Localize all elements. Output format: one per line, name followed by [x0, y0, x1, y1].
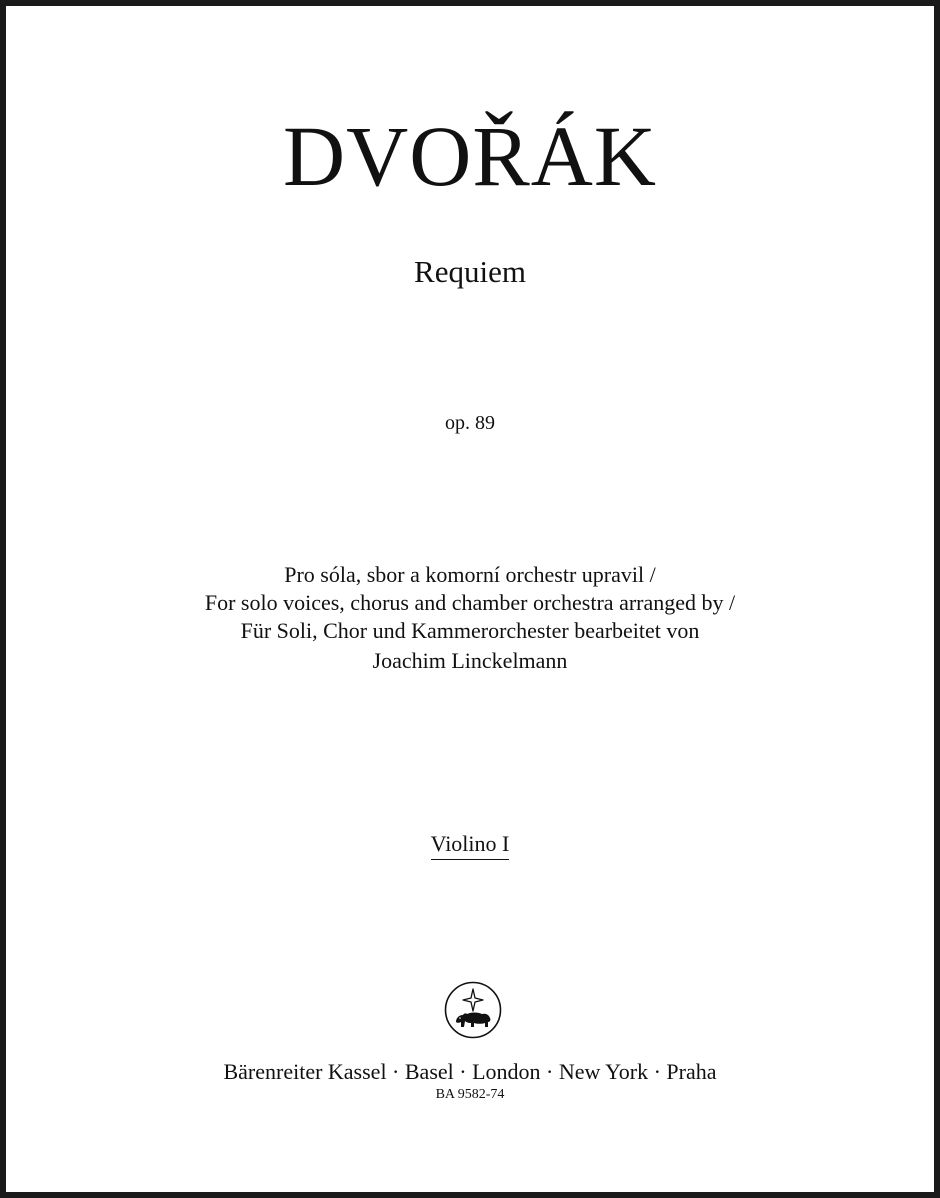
publisher-imprint: Bärenreiter Kassel · Basel · London · New York · Praha	[223, 1059, 717, 1084]
catalog-number: BA 9582-74	[435, 1087, 505, 1102]
arrangement-line-german: Für Soli, Chor und Kammerorchester bearbeitet von	[240, 618, 700, 643]
part-name	[6, 830, 934, 860]
publisher-logo-icon	[444, 978, 502, 1042]
arranger-name: Joachim Linckelmann	[372, 648, 568, 673]
composer-name: DVOŘÁK	[283, 108, 657, 204]
arrangement-credit	[6, 561, 934, 675]
arrangement-line-english: For solo voices, chorus and chamber orchestra arranged by /	[204, 590, 736, 615]
arrangement-line-czech: Pro sóla, sbor a komorní orchestr upravil /	[284, 562, 656, 587]
part-name-label: Violino I	[431, 830, 510, 860]
cover-page	[6, 6, 934, 1192]
opus-number: op. 89	[445, 412, 495, 434]
work-title: Requiem	[414, 254, 526, 289]
